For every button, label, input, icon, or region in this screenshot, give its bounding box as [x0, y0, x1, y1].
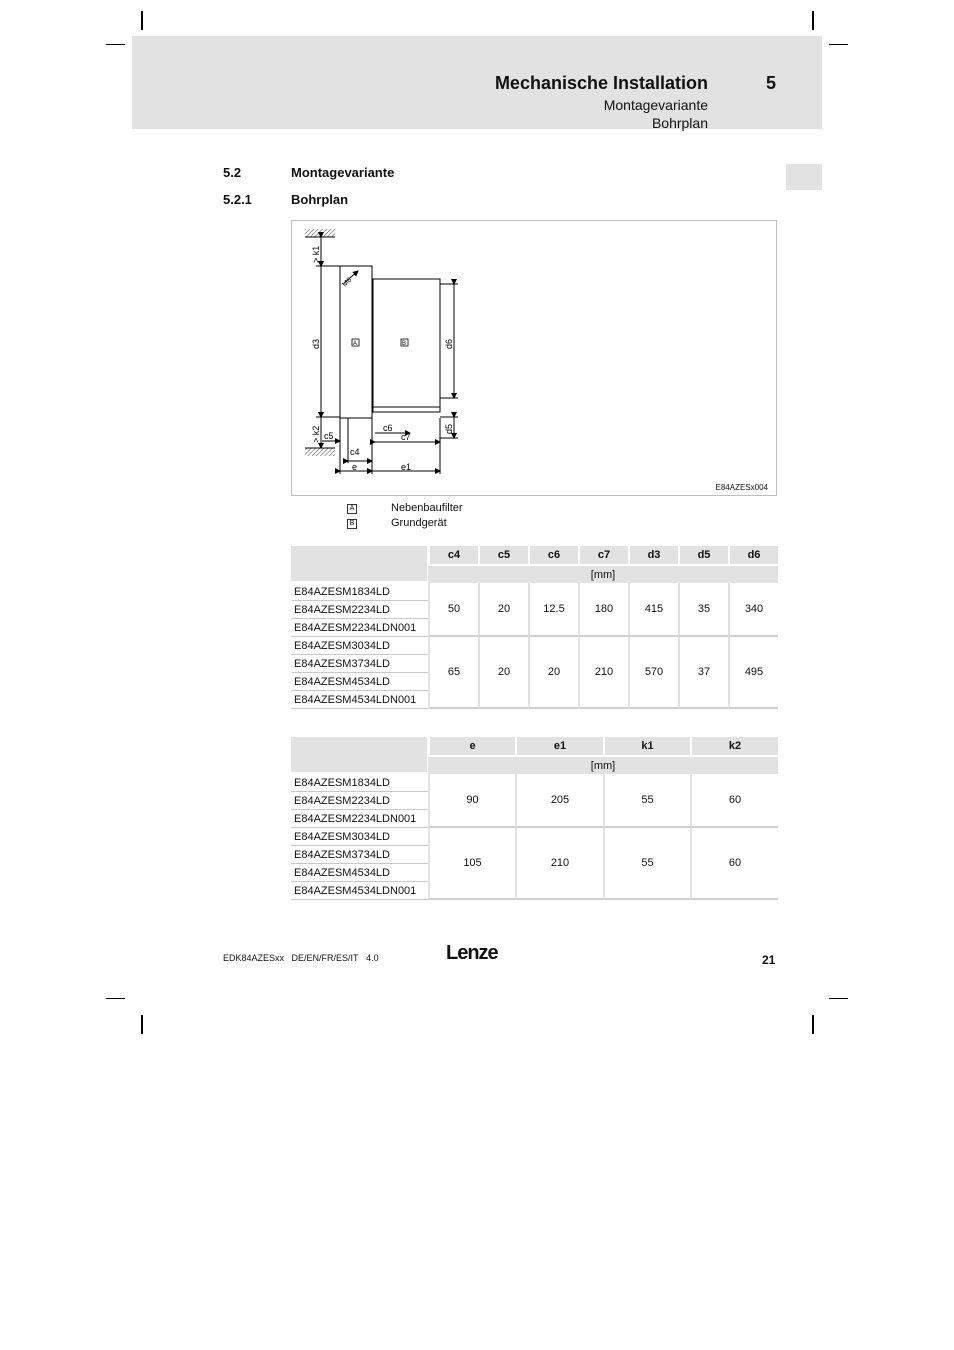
model-cell: E84AZESM4534LD	[291, 673, 428, 691]
column-header: d6	[728, 546, 778, 566]
legend-text: Grundgerät	[391, 517, 447, 529]
dimension-table-e-k	[291, 737, 778, 900]
value-cell: 60	[690, 828, 778, 900]
subsection-number: 5.2.1	[223, 192, 252, 207]
wall-top-hatch	[305, 229, 335, 237]
section-title: Montagevariante	[291, 165, 395, 180]
column-header: c6	[528, 546, 578, 566]
value-cell: 210	[515, 828, 603, 900]
page-subtitle: Montagevariante	[603, 97, 708, 113]
table-row	[291, 828, 778, 846]
model-cell: E84AZESM2234LDN001	[291, 619, 428, 637]
section-number: 5.2	[223, 165, 242, 180]
column-header: k2	[690, 737, 778, 757]
doc-version: 4.0	[366, 953, 379, 963]
label-d5: d5	[444, 423, 454, 434]
page-number: 21	[762, 953, 776, 967]
legend-key: B	[347, 519, 357, 529]
column-header: e	[428, 737, 515, 757]
value-cell: 180	[578, 583, 628, 637]
value-cell: 20	[478, 637, 528, 709]
column-header: k1	[603, 737, 690, 757]
column-header: c4	[428, 546, 478, 566]
column-header: c5	[478, 546, 528, 566]
device-b-outline	[373, 279, 440, 412]
model-cell: E84AZESM4534LDN001	[291, 691, 428, 709]
value-cell: 50	[428, 583, 478, 637]
value-cell: 35	[678, 583, 728, 637]
model-cell: E84AZESM2234LD	[291, 792, 428, 810]
value-cell: 20	[528, 637, 578, 709]
value-cell: 495	[728, 637, 778, 709]
value-cell: 570	[628, 637, 678, 709]
label-c7: c7	[401, 432, 411, 442]
value-cell: 340	[728, 583, 778, 637]
value-cell: 210	[578, 637, 628, 709]
value-cell: 105	[428, 828, 515, 900]
value-cell: 65	[428, 637, 478, 709]
table-row	[291, 583, 778, 601]
header-band	[132, 36, 822, 129]
value-cell: 205	[515, 774, 603, 828]
label-d6: d6	[444, 338, 454, 349]
value-cell: 55	[603, 774, 690, 828]
unit-row: [mm]	[428, 566, 778, 583]
model-cell: E84AZESM3034LD	[291, 637, 428, 655]
label-b: B	[402, 341, 407, 347]
table-corner	[291, 546, 428, 583]
label-e: e	[352, 462, 358, 472]
table-corner	[291, 737, 428, 774]
column-header: c7	[578, 546, 628, 566]
model-cell: E84AZESM3734LD	[291, 655, 428, 673]
unit-row: [mm]	[428, 757, 778, 774]
crop-mark	[141, 11, 143, 30]
crop-mark	[812, 1015, 814, 1034]
column-header: e1	[515, 737, 603, 757]
label-c6: c6	[383, 423, 393, 433]
doc-languages: DE/EN/FR/ES/IT	[291, 953, 359, 963]
label-c4: c4	[350, 447, 360, 457]
crop-mark	[106, 44, 125, 45]
table-row	[291, 637, 778, 655]
value-cell: 60	[690, 774, 778, 828]
crop-mark	[829, 44, 848, 45]
label-a: A	[353, 341, 358, 347]
crop-mark	[829, 998, 848, 999]
drilling-plan-figure	[291, 220, 777, 496]
model-cell: E84AZESM2234LD	[291, 601, 428, 619]
lenze-logo: Lenze	[446, 942, 498, 964]
chapter-tab	[786, 164, 822, 190]
subsection-title: Bohrplan	[291, 192, 349, 207]
figure-id: E84AZESx004	[715, 483, 768, 492]
model-cell: E84AZESM1834LD	[291, 774, 428, 792]
model-cell: E84AZESM3034LD	[291, 828, 428, 846]
value-cell: 55	[603, 828, 690, 900]
value-cell: 90	[428, 774, 515, 828]
page-subtitle-2: Bohrplan	[651, 115, 708, 131]
model-cell: E84AZESM4534LDN001	[291, 882, 428, 900]
label-m6: M6	[341, 276, 354, 289]
table-row	[291, 774, 778, 792]
value-cell: 37	[678, 637, 728, 709]
model-cell: E84AZESM4534LD	[291, 864, 428, 882]
model-cell: E84AZESM3734LD	[291, 846, 428, 864]
chapter-number: 5	[766, 73, 777, 93]
label-k1: > k1	[311, 245, 321, 263]
wall-bottom-hatch	[305, 448, 335, 456]
model-cell: E84AZESM1834LD	[291, 583, 428, 601]
doc-number: EDK84AZESxx	[223, 953, 285, 963]
column-header: d5	[678, 546, 728, 566]
label-c5: c5	[324, 431, 334, 441]
model-cell: E84AZESM2234LDN001	[291, 810, 428, 828]
crop-mark	[106, 998, 125, 999]
legend-text: Nebenbaufilter	[391, 502, 463, 514]
label-e1: e1	[401, 462, 412, 472]
drilling-plan-drawing	[292, 221, 778, 497]
crop-mark	[812, 11, 814, 30]
page-title: Mechanische Installation	[494, 73, 708, 93]
footer-doc-info	[223, 953, 379, 963]
value-cell: 415	[628, 583, 678, 637]
label-d3: d3	[311, 338, 321, 349]
value-cell: 20	[478, 583, 528, 637]
column-header: d3	[628, 546, 678, 566]
dimension-table-c-d	[291, 546, 778, 709]
value-cell: 12.5	[528, 583, 578, 637]
crop-mark	[141, 1015, 143, 1034]
legend-key: A	[347, 504, 357, 514]
label-k2: > k2	[311, 425, 321, 443]
